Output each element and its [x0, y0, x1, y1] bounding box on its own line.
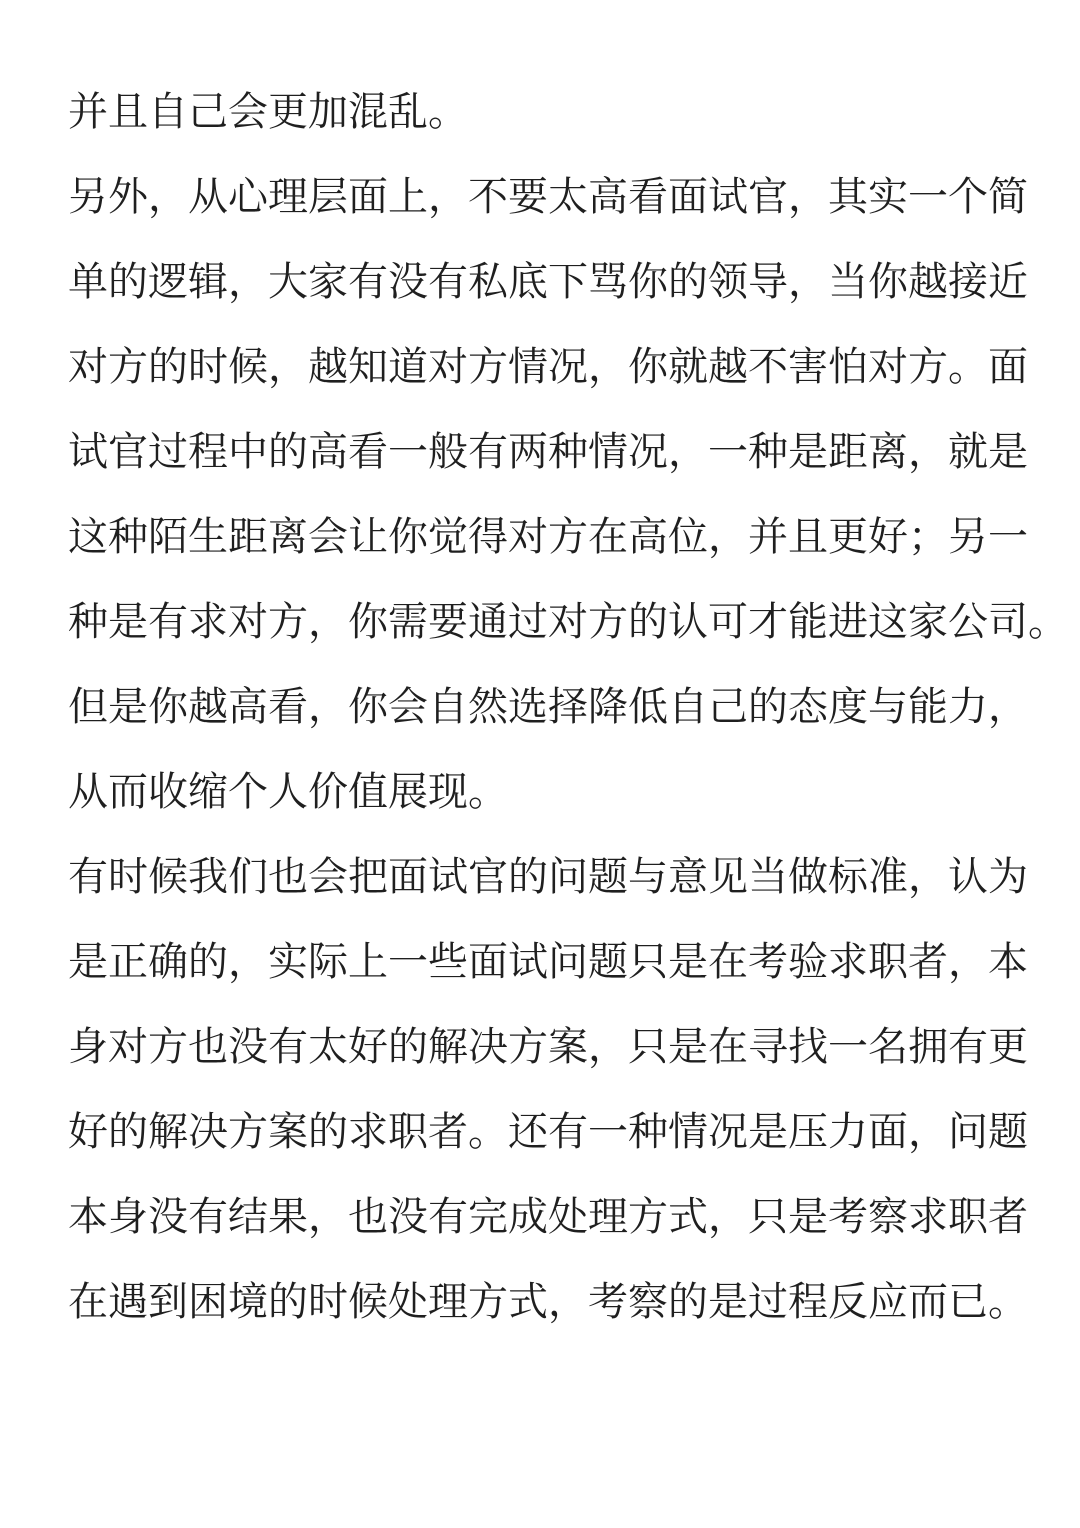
text-line: 是正确的，实际上一些面试问题只是在考验求职者，本 [68, 939, 1028, 985]
text-line: 本身没有结果，也没有完成处理方式，只是考察求职者 [68, 1194, 1028, 1240]
text-line: 在遇到困境的时候处理方式，考察的是过程反应而已。 [68, 1279, 1028, 1325]
text-line: 单的逻辑，大家有没有私底下骂你的领导，当你越接近 [68, 259, 1028, 305]
text-line: 从而收缩个人价值展现。 [68, 769, 508, 815]
text-line: 另外，从心理层面上，不要太高看面试官，其实一个简 [68, 174, 1028, 220]
text-line: 对方的时候，越知道对方情况，你就越不害怕对方。面 [68, 344, 1028, 390]
text-line: 好的解决方案的求职者。还有一种情况是压力面，问题 [68, 1109, 1028, 1155]
text-line: 试官过程中的高看一般有两种情况，一种是距离，就是 [68, 429, 1028, 475]
text-line: 并且自己会更加混乱。 [68, 89, 468, 135]
text-line: 身对方也没有太好的解决方案，只是在寻找一名拥有更 [68, 1024, 1028, 1070]
text-line: 种是有求对方，你需要通过对方的认可才能进这家公司。 [68, 599, 1068, 645]
text-line: 但是你越高看，你会自然选择降低自己的态度与能力， [68, 684, 1028, 730]
text-line: 有时候我们也会把面试官的问题与意见当做标准，认为 [68, 854, 1028, 900]
text-line: 这种陌生距离会让你觉得对方在高位，并且更好；另一 [68, 514, 1028, 560]
